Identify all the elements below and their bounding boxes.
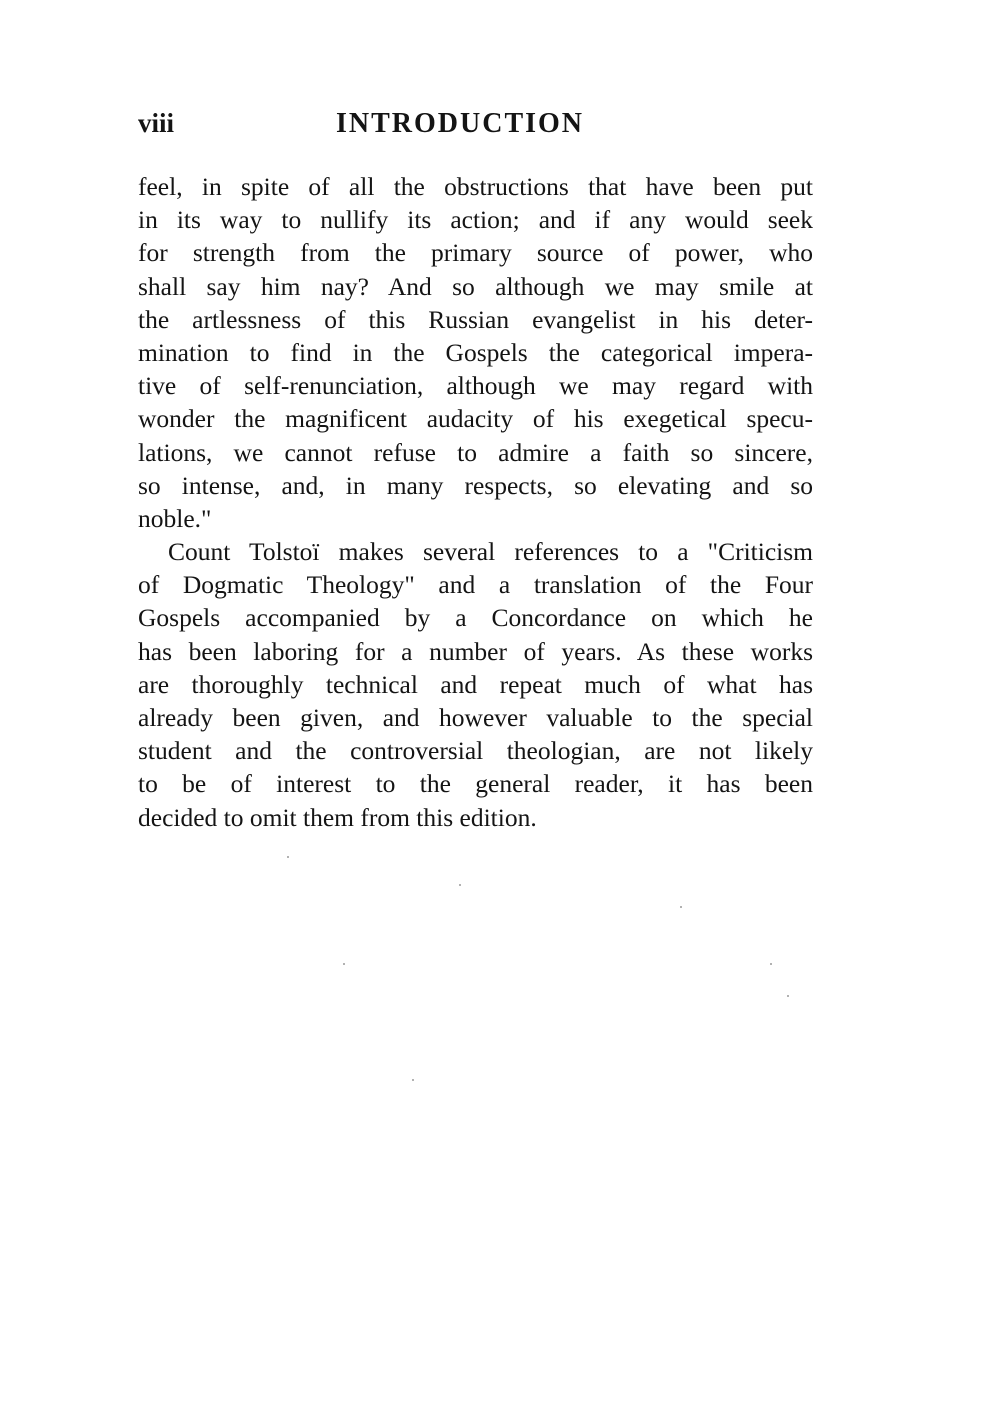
scan-speck [287, 856, 289, 858]
page-number: viii [138, 108, 175, 138]
running-head [138, 108, 818, 148]
scan-speck [412, 1079, 414, 1081]
text-line: decided to omit them from this edition. [138, 802, 537, 832]
text-line: mination to find in the Gospels the categorical impera- [138, 337, 813, 367]
text-line: tive of self-renunciation, although we may regard with [138, 371, 813, 401]
text-line: already been given, and however valuable to the special [138, 703, 813, 732]
paragraph-2 [138, 535, 813, 834]
text-line: for strength from the primary source of power, who [138, 238, 813, 268]
text-line: wonder the magnificent audacity of his exegetical specu- [138, 404, 813, 434]
text-line: lations, we cannot refuse to admire a faith so sincere, [138, 437, 813, 467]
scan-speck [459, 884, 461, 886]
text-line: has been laboring for a number of years. As these works [138, 636, 813, 666]
scan-speck [787, 995, 789, 997]
scan-speck [680, 906, 682, 908]
text-line: are thoroughly technical and repeat much of what has [138, 669, 813, 699]
body-text [138, 170, 813, 834]
text-line: Count Tolstoï makes several references to a "Criticism [168, 537, 813, 567]
text-line: feel, in spite of all the obstructions that have been put [138, 172, 813, 201]
text-line: student and the controversial theologian, are not likely [138, 736, 813, 766]
text-line: so intense, and, in many respects, so elevating and so [138, 470, 813, 500]
text-line: noble." [138, 503, 212, 533]
text-line: the artlessness of this Russian evangelist in his deter- [138, 304, 813, 334]
scan-speck [770, 963, 772, 965]
scan-speck [343, 963, 345, 965]
running-title: INTRODUCTION [336, 108, 585, 139]
text-line: in its way to nullify its action; and if any would seek [138, 205, 813, 235]
text-line: shall say him nay? And so although we may smile at [138, 271, 813, 301]
text-line: to be of interest to the general reader, it has been [138, 769, 813, 799]
text-line: Gospels accompanied by a Concordance on which he [138, 603, 813, 633]
paragraph-1 [138, 170, 813, 535]
text-line: of Dogmatic Theology" and a translation of the Four [138, 570, 813, 600]
